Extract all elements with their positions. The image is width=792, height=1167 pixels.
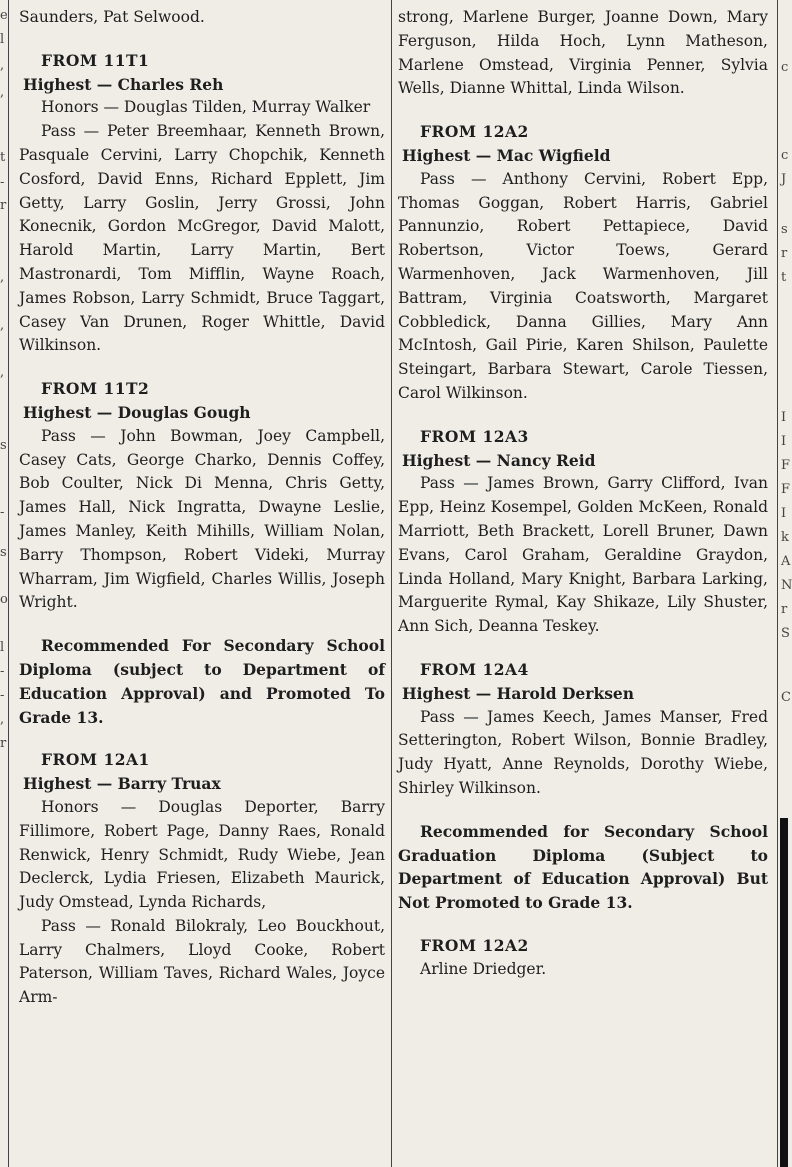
margin-fragment-right: F bbox=[781, 458, 791, 473]
margin-fragment-left: s bbox=[0, 438, 7, 453]
margin-fragment-left: s bbox=[0, 545, 7, 560]
continuation-text bbox=[398, 6, 768, 101]
column-rule-right bbox=[777, 0, 778, 1167]
section-heading: FROM 12A3 bbox=[420, 426, 529, 446]
edge-dark-bar bbox=[780, 818, 788, 1167]
section-heading: FROM 11T1 bbox=[41, 50, 150, 70]
recommendation-text: Recommended for Secondary School Graduation Diploma (Subject to Department of Education Approval) But Not Promoted to Grade 13. bbox=[398, 821, 768, 913]
margin-fragment-left: - bbox=[0, 175, 5, 190]
margin-fragment-left: , bbox=[0, 58, 5, 73]
highest-standing: Highest — Harold Derksen bbox=[402, 683, 635, 703]
margin-fragment-left: , bbox=[0, 270, 5, 285]
pass-list: Pass — Anthony Cervini, Robert Epp, Thomas Goggan, Robert Harris, Gabriel Pannunzio, Robert Pettapiece, David Robertson, Victor Toews, Gerard Warmenhoven, Jack Warmenhoven, Jill Battram, Virginia Coatsworth, Margaret Cobbledick, Danna Gillies, Mary Ann McIntosh, Gail Pirie, Karen Shilson, Paulette Steingart, Barbara Stewart, Carole Tiessen, Carol Wilkinson. bbox=[398, 169, 768, 402]
column-rule-left bbox=[8, 0, 9, 1167]
class-section-12a2 bbox=[398, 120, 768, 406]
margin-fragment-left: l bbox=[0, 32, 5, 47]
honors-list: Honors — Douglas Tilden, Murray Walker bbox=[41, 98, 371, 117]
class-section-12a1 bbox=[19, 748, 385, 1010]
margin-fragment-right: I bbox=[781, 506, 787, 521]
pass-list: Pass — John Bowman, Joey Campbell, Casey Cats, George Charko, Dennis Coffey, Bob Coulter, Nick Di Menna, Chris Getty, James Hall, Nick Ingratta, Dwayne Leslie, James Manley, Keith Mihills, William Nolan, Barry Thompson, Robert Videki, Murray Wharram, Jim Wigfield, Charles Willis, Joseph Wright. bbox=[19, 426, 385, 612]
margin-fragment-left: r bbox=[0, 736, 7, 751]
margin-fragment-right: I bbox=[781, 410, 787, 425]
margin-fragment-left: , bbox=[0, 85, 5, 100]
margin-fragment-right: c bbox=[781, 60, 789, 75]
honors-list: Honors — Douglas Deporter, Barry Fillimore, Robert Page, Danny Raes, Ronald Renwick, Henry Schmidt, Rudy Wiebe, Jean Declerck, Lydia Friesen, Elizabeth Maurick, Judy Omstead, Lynda Richards, bbox=[19, 797, 385, 912]
continuation-text bbox=[19, 6, 385, 30]
continuation-paragraph: strong, Marlene Burger, Joanne Down, Mary Ferguson, Hilda Hoch, Lynn Matheson, Marlene Omstead, Virginia Penner, Sylvia Wells, Dianne Whittal, Linda Wilson. bbox=[398, 8, 768, 98]
margin-fragment-right: S bbox=[781, 626, 790, 641]
pass-list: Pass — James Brown, Garry Clifford, Ivan Epp, Heinz Kosempel, Golden McKeen, Ronald Marriott, Beth Brackett, Lorell Bruner, Dawn Evans, Carol Graham, Geraldine Graydon, Linda Holland, Mary Knight, Barbara Larking, Marguerite Rymal, Kay Shikaze, Lily Shuster, Ann Sich, Deanna Teskey. bbox=[398, 474, 768, 636]
margin-fragment-left: - bbox=[0, 664, 5, 679]
highest-standing: Highest — Nancy Reid bbox=[402, 450, 596, 470]
section-heading: FROM 12A4 bbox=[420, 659, 529, 679]
section-heading: FROM 12A2 bbox=[420, 935, 529, 955]
margin-fragment-right: t bbox=[781, 270, 787, 285]
margin-fragment-left: - bbox=[0, 688, 5, 703]
margin-fragment-right: c bbox=[781, 148, 789, 163]
margin-fragment-left: r bbox=[0, 198, 7, 213]
section-heading: FROM 12A1 bbox=[41, 750, 150, 770]
margin-fragment-left: e bbox=[0, 8, 8, 23]
class-section-12a2-graduation bbox=[398, 934, 768, 982]
highest-standing: Highest — Douglas Gough bbox=[23, 402, 251, 422]
highest-standing: Highest — Mac Wigfield bbox=[402, 145, 611, 165]
margin-fragment-left: , bbox=[0, 712, 5, 727]
margin-fragment-left: l bbox=[0, 640, 5, 655]
margin-fragment-right: k bbox=[781, 530, 789, 545]
margin-fragment-right: A bbox=[781, 554, 791, 569]
highest-standing: Highest — Barry Truax bbox=[23, 774, 221, 794]
margin-fragment-right: I bbox=[781, 434, 787, 449]
left-column bbox=[19, 6, 385, 1010]
class-section-12a3 bbox=[398, 425, 768, 639]
name-list: Arline Driedger. bbox=[420, 959, 547, 978]
class-section-11t2 bbox=[19, 377, 385, 615]
margin-fragment-right: F bbox=[781, 482, 791, 497]
margin-fragment-left: , bbox=[0, 318, 5, 333]
recommendation-text: Recommended For Secondary School Diploma (subject to Department of Education Approval) and Promoted To Grade 13. bbox=[19, 636, 385, 727]
margin-fragment-left: o bbox=[0, 592, 8, 607]
margin-fragment-right: r bbox=[781, 602, 788, 617]
recommendation-notice bbox=[398, 820, 768, 915]
margin-fragment-right: J bbox=[781, 172, 787, 187]
recommendation-notice bbox=[19, 634, 385, 729]
margin-fragment-right: C bbox=[781, 690, 791, 705]
section-heading: FROM 12A2 bbox=[420, 122, 529, 142]
margin-fragment-right: r bbox=[781, 246, 788, 261]
margin-fragment-left: - bbox=[0, 505, 5, 520]
pass-list: Pass — Peter Breemhaar, Kenneth Brown, Pasquale Cervini, Larry Chopchik, Kenneth Cosford, David Enns, Richard Epplett, Jim Getty, Larry Goslin, Jerry Grossi, John Konecnik, Gordon McGregor, David Malott, Harold Martin, Larry Martin, Bert Mastronardi, Tom Mifflin, Wayne Roach, James Robson, Larry Schmidt, Bruce Taggart, Casey Van Drunen, Roger Whittle, David Wilkinson. bbox=[19, 122, 385, 355]
continuation-line: Saunders, Pat Selwood. bbox=[19, 8, 205, 26]
pass-list: Pass — James Keech, James Manser, Fred Setterington, Robert Wilson, Bonnie Bradley, Judy Hyatt, Anne Reynolds, Dorothy Wiebe, Shirley Wilkinson. bbox=[398, 707, 768, 797]
highest-standing: Highest — Charles Reh bbox=[23, 74, 224, 94]
margin-fragment-right: s bbox=[781, 222, 788, 237]
column-rule-middle bbox=[391, 0, 392, 1167]
class-section-11t1 bbox=[19, 49, 385, 358]
margin-fragment-left: t bbox=[0, 150, 6, 165]
pass-list: Pass — Ronald Bilokraly, Leo Bouckhout, Larry Chalmers, Lloyd Cooke, Robert Paterson, William Taves, Richard Wales, Joyce Arm- bbox=[19, 916, 385, 1007]
section-heading: FROM 11T2 bbox=[41, 379, 150, 399]
class-section-12a4 bbox=[398, 658, 768, 801]
margin-fragment-left: , bbox=[0, 365, 5, 380]
margin-fragment-right: N bbox=[781, 578, 792, 593]
middle-column bbox=[398, 6, 768, 981]
